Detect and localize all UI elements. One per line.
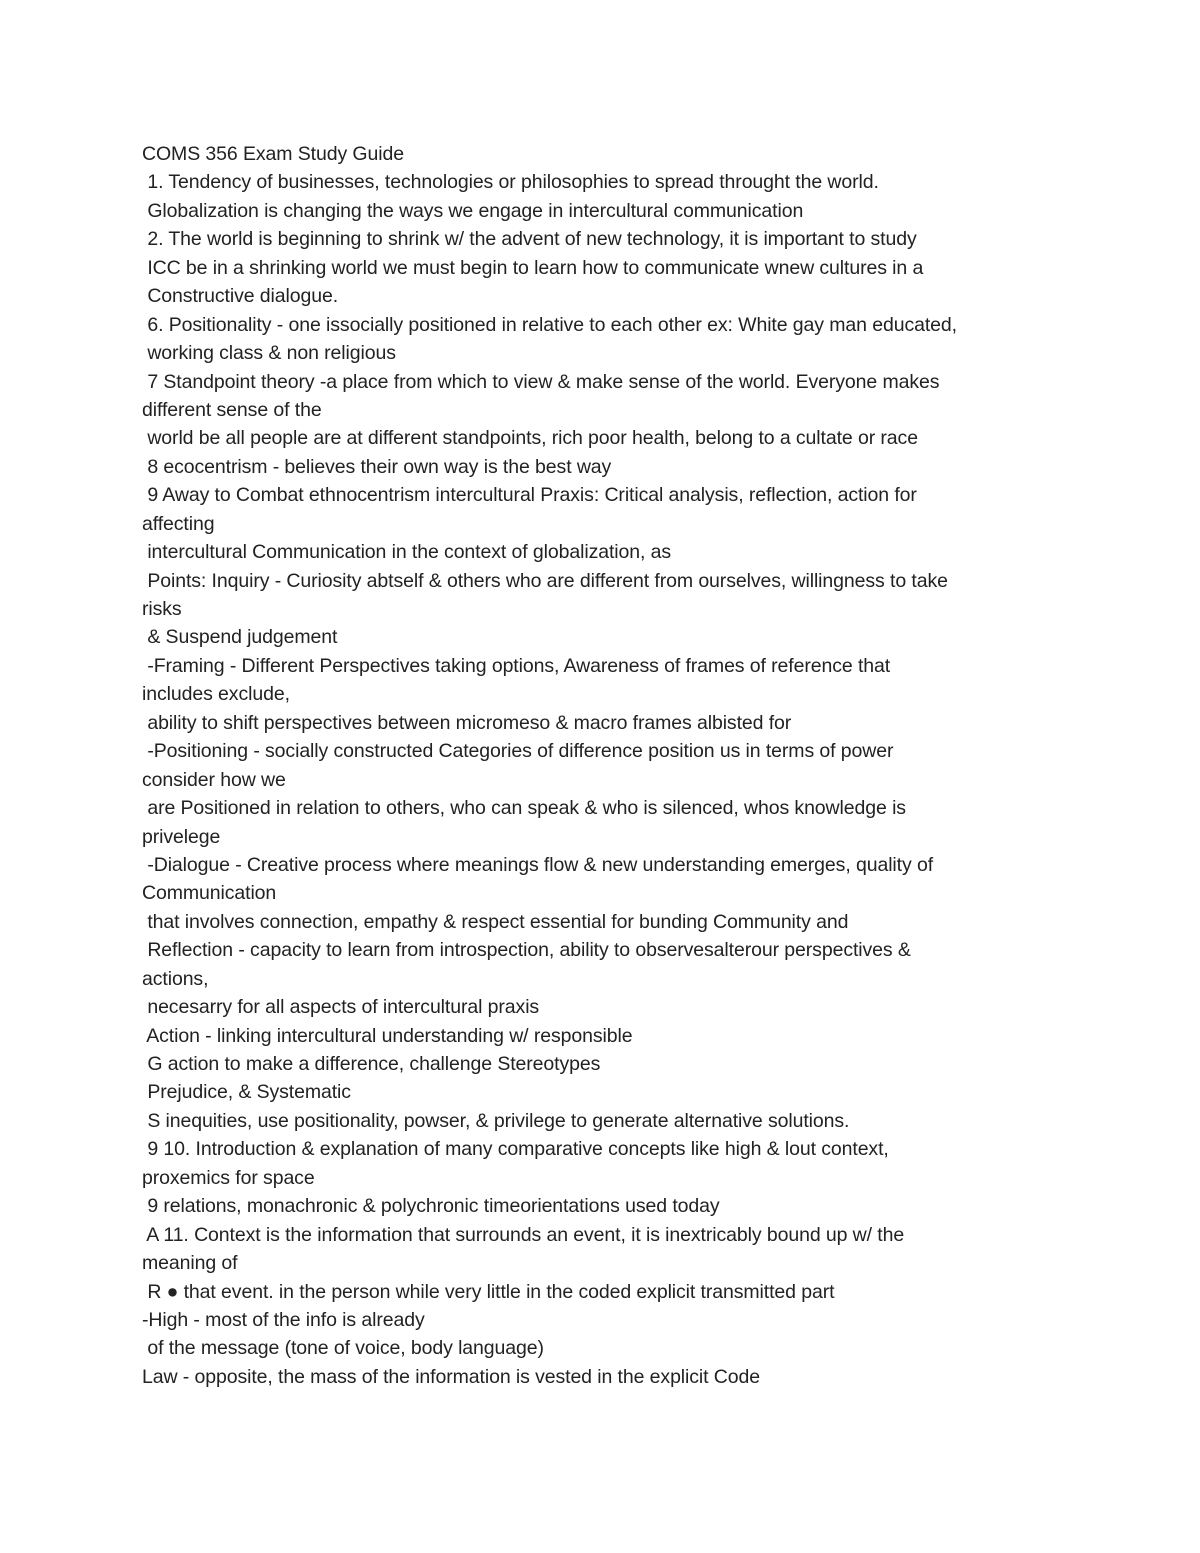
text-line: 8 ecocentrism - believes their own way is the best way (142, 455, 612, 478)
text-line: Constructive dialogue. (142, 285, 339, 308)
text-line: Prejudice, & Systematic (142, 1081, 351, 1104)
text-line: 9 Away to Combat ethnocentrism intercultural Praxis: Critical analysis, reflection, action for (142, 484, 917, 507)
study-guide-text (142, 140, 1072, 1391)
text-line: 7 Standpoint theory -a place from which to view & make sense of the world. Everyone makes (142, 370, 940, 393)
text-line: that involves connection, empathy & respect essential for bunding Community and (142, 910, 849, 933)
text-line: & Suspend judgement (142, 626, 338, 649)
text-line: working class & non religious (142, 342, 396, 365)
text-line: A 11. Context is the information that surrounds an event, it is inextricably bound up w/ the (142, 1223, 905, 1246)
text-line: 9 relations, monachronic & polychronic timeorientations used today (142, 1195, 720, 1218)
text-line: intercultural Communication in the context of globalization, as (142, 541, 672, 564)
text-line: R ● that event. in the person while very little in the coded explicit transmitted part (142, 1280, 835, 1303)
text-line: 9 10. Introduction & explanation of many comparative concepts like high & lout context, (142, 1138, 889, 1161)
text-line: -High - most of the info is already (142, 1308, 425, 1331)
text-line: different sense of the (142, 398, 322, 421)
text-line: G action to make a difference, challenge Stereotypes (142, 1053, 601, 1075)
text-line: 2. The world is beginning to shrink w/ the advent of new technology, it is important to study (142, 228, 917, 251)
text-line: risks (142, 598, 182, 620)
text-line: -Dialogue - Creative process where meanings flow & new understanding emerges, quality of (142, 853, 934, 876)
text-line: ability to shift perspectives between micromeso & macro frames albisted for (142, 711, 792, 734)
text-line: Communication (142, 882, 277, 905)
text-line: 1. Tendency of businesses, technologies or philosophies to spread throught the world. (142, 171, 879, 194)
text-line: S inequities, use positionality, powser, & privilege to generate alternative solutions. (142, 1109, 850, 1132)
text-line: consider how we (142, 768, 286, 791)
text-line: privelege (142, 825, 221, 848)
text-line: actions, (142, 967, 209, 990)
text-line: -Positioning - socially constructed Categories of difference position us in terms of power (142, 740, 894, 763)
text-line: Reflection - capacity to learn from introspection, ability to observesalterour perspectives & (142, 939, 911, 962)
text-line: Globalization is changing the ways we engage in intercultural communication (142, 199, 804, 222)
text-line: affecting (142, 512, 215, 535)
text-line: of the message (tone of voice, body language) (142, 1337, 544, 1360)
text-line: 6. Positionality - one issocially positioned in relative to each other ex: White gay man educated, (142, 313, 957, 336)
text-line: meaning of (142, 1252, 238, 1275)
text-line: world be all people are at different standpoints, rich poor health, belong to a cultate or race (142, 427, 918, 450)
text-line: proxemics for space (142, 1166, 315, 1189)
text-line: -Framing - Different Perspectives taking options, Awareness of frames of reference that (142, 654, 891, 677)
text-line: Action - linking intercultural understanding w/ responsible (142, 1024, 633, 1047)
text-line: are Positioned in relation to others, who can speak & who is silenced, whos knowledge is (142, 797, 906, 820)
document-title: COMS 356 Exam Study Guide (142, 143, 404, 165)
text-line: ICC be in a shrinking world we must begin to learn how to communicate wnew cultures in a (142, 256, 924, 279)
text-line: necesarry for all aspects of intercultural praxis (142, 996, 540, 1019)
text-line: Law - opposite, the mass of the information is vested in the explicit Code (142, 1365, 761, 1388)
text-line: Points: Inquiry - Curiosity abtself & others who are different from ourselves, willingness to take (142, 569, 948, 592)
text-line: includes exclude, (142, 683, 290, 706)
